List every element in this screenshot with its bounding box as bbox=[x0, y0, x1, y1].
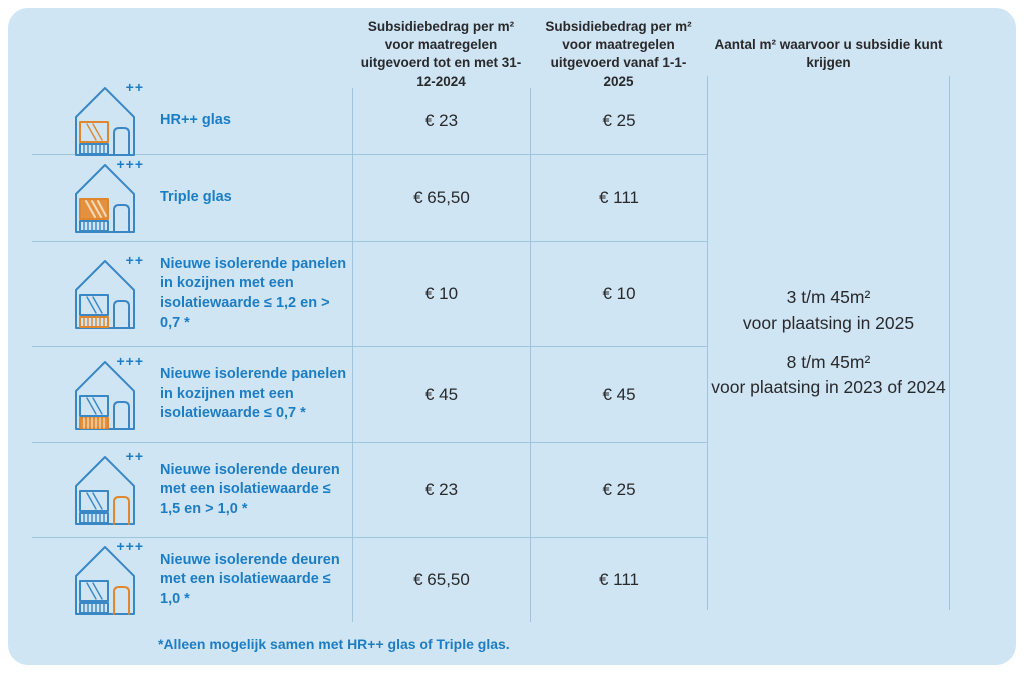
measure-label: Nieuwe isolerende panelen in kozijnen met een isolatiewaarde ≤ 0,7 * bbox=[160, 366, 347, 422]
amount-until-2024: € 23 bbox=[352, 88, 530, 155]
header-area: Aantal m² waarvoor u subsidie kunt krijgen bbox=[714, 37, 943, 71]
amount-until-2024: € 65,50 bbox=[352, 155, 530, 242]
amount-from-2025: € 10 bbox=[530, 242, 707, 347]
amount-until-2024: € 23 bbox=[352, 443, 530, 538]
amount-until-2024: € 65,50 bbox=[352, 538, 530, 622]
house-door-icon bbox=[72, 538, 144, 616]
plus-rating: ++ bbox=[125, 448, 144, 464]
house-window-filled-icon bbox=[72, 156, 144, 234]
house-panel-filled-icon bbox=[72, 352, 144, 431]
footnote: *Alleen mogelijk samen met HR++ glas of Triple glas. bbox=[158, 636, 510, 652]
plus-rating: ++ bbox=[125, 79, 144, 95]
measure-label: Triple glas bbox=[160, 189, 232, 206]
amount-from-2025: € 111 bbox=[530, 538, 707, 622]
area-range-2025: 3 t/m 45m² bbox=[786, 287, 871, 308]
area-eligibility-cell bbox=[707, 76, 950, 610]
area-detail-2023-2024: voor plaatsing in 2023 of 2024 bbox=[711, 377, 946, 398]
amount-from-2025: € 45 bbox=[530, 347, 707, 443]
plus-rating: +++ bbox=[116, 352, 144, 369]
plus-rating: +++ bbox=[116, 156, 144, 172]
subsidy-table-card bbox=[8, 8, 1016, 665]
area-detail-2025: voor plaatsing in 2025 bbox=[742, 312, 915, 333]
measure-label: Nieuwe isolerende deuren met een isolatiewaarde ≤ 1,5 en > 1,0 * bbox=[160, 461, 340, 517]
house-door-icon bbox=[72, 448, 144, 526]
amount-from-2025: € 25 bbox=[530, 443, 707, 538]
amount-from-2025: € 111 bbox=[530, 155, 707, 242]
amount-from-2025: € 25 bbox=[530, 88, 707, 155]
measure-label: Nieuwe isolerende deuren met een isolatiewaarde ≤ 1,0 * bbox=[160, 551, 340, 607]
measure-label: Nieuwe isolerende panelen in kozijnen met een isolatiewaarde ≤ 1,2 en > 0,7 * bbox=[160, 255, 347, 331]
amount-until-2024: € 10 bbox=[352, 242, 530, 347]
plus-rating: +++ bbox=[116, 538, 144, 554]
area-range-2023-2024: 8 t/m 45m² bbox=[786, 352, 871, 372]
measure-label: HR++ glas bbox=[160, 112, 231, 129]
amount-until-2024: € 45 bbox=[352, 347, 530, 443]
house-panel-icon bbox=[72, 252, 144, 330]
plus-rating: ++ bbox=[125, 252, 144, 268]
header-amount-until-2024: Subsidiebedrag per m² voor maatregelen uitgevoerd tot en met 31-12-2024 bbox=[360, 19, 522, 89]
house-window-icon bbox=[72, 79, 144, 157]
subsidy-table bbox=[32, 79, 1016, 622]
header-amount-from-2025: Subsidiebedrag per m² voor maatregelen uitgevoerd vanaf 1-1-2025 bbox=[545, 19, 692, 89]
